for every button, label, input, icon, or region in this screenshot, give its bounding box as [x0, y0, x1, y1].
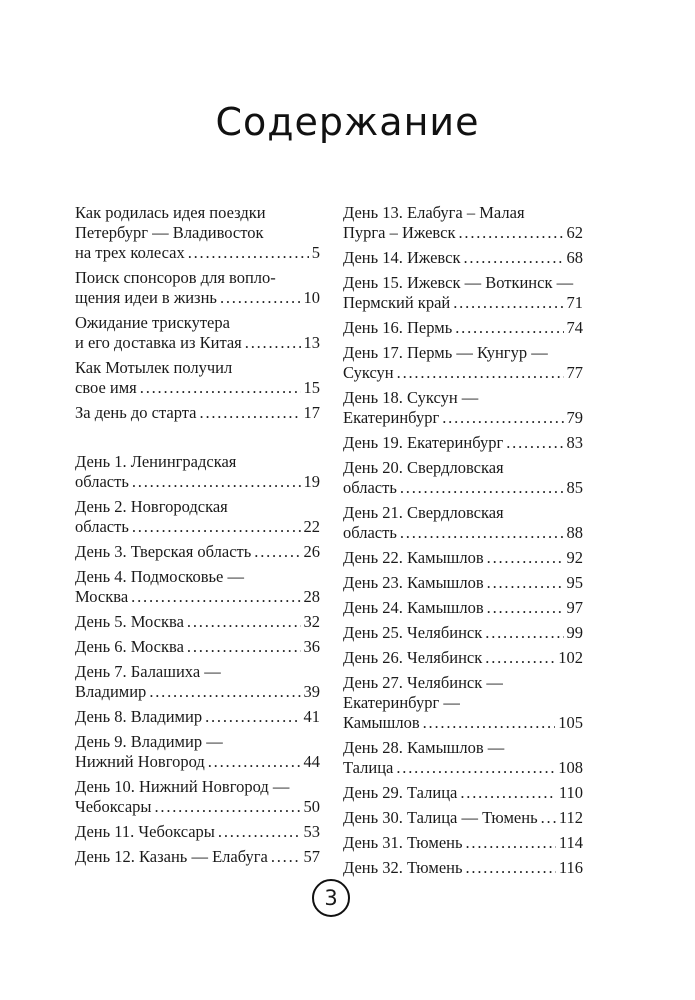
toc-entry[interactable] — [75, 268, 320, 308]
toc-entry[interactable] — [343, 648, 583, 668]
dot-leader — [442, 408, 563, 428]
dot-leader — [187, 637, 301, 657]
toc-entry[interactable] — [343, 503, 583, 543]
toc-entry-title-line: День 13. Елабуга – Малая — [343, 203, 525, 222]
dot-leader — [463, 248, 563, 268]
toc-entry-page: 110 — [558, 783, 583, 802]
toc-entry[interactable] — [343, 738, 583, 778]
dot-leader — [466, 833, 556, 853]
toc-entry-title-line: щения идеи в жизнь — [75, 288, 217, 307]
toc-entry[interactable] — [75, 822, 320, 842]
toc-entry-title-line: Как родилась идея поездки — [75, 203, 266, 222]
dot-leader — [188, 243, 309, 263]
toc-entry-page: 15 — [303, 378, 320, 397]
toc-entry[interactable] — [343, 343, 583, 383]
dot-leader — [487, 548, 564, 568]
toc-entry[interactable] — [343, 318, 583, 338]
dot-leader — [460, 783, 555, 803]
toc-entry-title-line: и его доставка из Китая — [75, 333, 242, 352]
toc-entry-title-line: День 19. Екатеринбург — [343, 433, 504, 452]
toc-entry[interactable] — [343, 273, 583, 313]
toc-entry-title-line: День 14. Ижевск — [343, 248, 461, 267]
toc-entry[interactable] — [75, 313, 320, 353]
toc-entry-page: 105 — [558, 713, 583, 732]
toc-entry[interactable] — [75, 497, 320, 537]
toc-entry[interactable] — [75, 403, 320, 423]
toc-entry-title-line: День 8. Владимир — [75, 707, 203, 726]
section-gap — [75, 428, 320, 452]
toc-entry[interactable] — [75, 637, 320, 657]
toc-entry-page: 92 — [566, 548, 583, 567]
toc-entry-page: 32 — [303, 612, 320, 631]
toc-entry-page: 13 — [303, 333, 320, 352]
toc-entry-title-line: День 15. Ижевск — Воткинск — — [343, 273, 574, 292]
toc-entry[interactable] — [343, 388, 583, 428]
toc-entry-page: 83 — [566, 433, 583, 452]
toc-entry[interactable] — [343, 458, 583, 498]
toc-entry[interactable] — [75, 777, 320, 817]
toc-left-column — [75, 203, 320, 872]
toc-entry-page: 10 — [303, 288, 320, 307]
toc-entry-title-line: День 18. Суксун — — [343, 388, 479, 407]
toc-entry-title-line: День 26. Челябинск — [343, 648, 483, 667]
toc-entry[interactable] — [343, 573, 583, 593]
dot-leader — [220, 288, 301, 308]
dot-leader — [131, 587, 300, 607]
toc-entry[interactable] — [343, 203, 583, 243]
toc-entry-page: 71 — [566, 293, 583, 312]
toc-entry-title-line: Пурга – Ижевск — [343, 223, 456, 242]
toc-entry-page: 57 — [303, 847, 320, 866]
toc-entry-page: 62 — [566, 223, 583, 242]
toc-entry-title-line: Владимир — [75, 682, 147, 701]
toc-entry[interactable] — [343, 673, 583, 733]
toc-entry-title-line: День 20. Свердловская — [343, 458, 504, 477]
toc-entry-page: 19 — [303, 472, 320, 491]
toc-entry-title-line: Петербург — Владивосток — [75, 223, 264, 242]
toc-entry[interactable] — [75, 452, 320, 492]
toc-entry-page: 17 — [303, 403, 320, 422]
toc-entry-title-line: День 5. Москва — [75, 612, 184, 631]
toc-entry-page: 97 — [566, 598, 583, 617]
toc-entry-page: 53 — [303, 822, 320, 841]
toc-entry-title-line: За день до старта — [75, 403, 197, 422]
toc-entry-title-line: на трех колесах — [75, 243, 185, 262]
toc-entry-title-line: День 1. Ленинградская — [75, 452, 237, 471]
toc-entry[interactable] — [75, 567, 320, 607]
dot-leader — [485, 623, 563, 643]
dot-leader — [455, 318, 563, 338]
toc-entry-title-line: День 27. Челябинск — — [343, 673, 503, 692]
toc-entry-page: 36 — [303, 637, 320, 656]
dot-leader — [397, 363, 564, 383]
toc-entry-title-line: День 2. Новгородская — [75, 497, 228, 516]
dot-leader — [453, 293, 563, 313]
dot-leader — [485, 648, 555, 668]
dot-leader — [506, 433, 563, 453]
toc-entry-title-line: Москва — [75, 587, 129, 606]
dot-leader — [400, 478, 564, 498]
dot-leader — [400, 523, 564, 543]
toc-entry-title-line: Екатеринбург — [343, 408, 440, 427]
toc-entry-title-line: Нижний Новгород — [75, 752, 205, 771]
dot-leader — [245, 333, 301, 353]
toc-entry-title-line: Пермский край — [343, 293, 451, 312]
dot-leader — [423, 713, 556, 733]
toc-entry-title-line: День 12. Казань — Елабуга — [75, 847, 268, 866]
toc-entry-page: 26 — [303, 542, 320, 561]
toc-entry[interactable] — [75, 847, 320, 867]
toc-entry[interactable] — [343, 433, 583, 453]
dot-leader — [149, 682, 300, 702]
page-number: 3 — [312, 879, 350, 917]
toc-entry-title-line: область — [343, 523, 397, 542]
dot-leader — [154, 797, 300, 817]
toc-entry-title-line: День 30. Талица — Тюмень — [343, 808, 538, 827]
toc-entry-title-line: День 3. Тверская область — [75, 542, 252, 561]
dot-leader — [132, 472, 301, 492]
dot-leader — [458, 223, 563, 243]
toc-entry-page: 74 — [566, 318, 583, 337]
dot-leader — [487, 573, 564, 593]
toc-entry[interactable] — [75, 542, 320, 562]
toc-entry-page: 114 — [558, 833, 583, 852]
toc-entry-page: 22 — [303, 517, 320, 536]
toc-entry-title-line: Чебоксары — [75, 797, 152, 816]
toc-entry-page: 79 — [566, 408, 583, 427]
dot-leader — [396, 758, 555, 778]
toc-entry[interactable] — [75, 732, 320, 772]
toc-entry-page: 50 — [303, 797, 320, 816]
toc-entry-title-line: День 25. Челябинск — [343, 623, 483, 642]
toc-entry-page: 99 — [566, 623, 583, 642]
toc-entry[interactable] — [75, 662, 320, 702]
toc-entry-title-line: Суксун — [343, 363, 394, 382]
toc-entry-page: 102 — [558, 648, 583, 667]
toc-entry-page: 116 — [558, 858, 583, 877]
toc-entry[interactable] — [75, 612, 320, 632]
dot-leader — [132, 517, 301, 537]
dot-leader — [541, 808, 556, 828]
toc-entry[interactable] — [343, 623, 583, 643]
toc-entry-title-line: День 9. Владимир — — [75, 732, 223, 751]
dot-leader — [487, 598, 564, 618]
toc-entry-title-line: Камышлов — [343, 713, 420, 732]
toc-entry-page: 39 — [303, 682, 320, 701]
toc-entry[interactable] — [343, 833, 583, 853]
toc-entry-title-line: область — [75, 472, 129, 491]
toc-entry-page: 5 — [311, 243, 320, 262]
toc-entry-page: 108 — [558, 758, 583, 777]
toc-entry[interactable] — [343, 808, 583, 828]
toc-entry-title-line: область — [343, 478, 397, 497]
toc-entry-title-line: Ожидание трискутера — [75, 313, 230, 332]
toc-entry-title-line: День 6. Москва — [75, 637, 184, 656]
toc-entry-title-line: День 11. Чебоксары — [75, 822, 215, 841]
toc-entry[interactable] — [343, 248, 583, 268]
dot-leader — [218, 822, 301, 842]
toc-entry-title-line: Поиск спонсоров для вопло- — [75, 268, 276, 287]
toc-entry-page: 88 — [566, 523, 583, 542]
dot-leader — [271, 847, 301, 867]
dot-leader — [254, 542, 300, 562]
page-title: Содержание — [215, 100, 480, 144]
toc-entry[interactable] — [75, 707, 320, 727]
toc-entry-title-line: День 4. Подмосковье — — [75, 567, 244, 586]
toc-entry[interactable] — [75, 203, 320, 263]
toc-entry-page: 41 — [303, 707, 320, 726]
toc-entry[interactable] — [343, 598, 583, 618]
toc-entry-page: 77 — [566, 363, 583, 382]
toc-entry-title-line: День 21. Свердловская — [343, 503, 504, 522]
toc-entry-page: 44 — [303, 752, 320, 771]
toc-entry-title-line: День 7. Балашиха — — [75, 662, 221, 681]
toc-entry-title-line: День 32. Тюмень — [343, 858, 463, 877]
toc-entry[interactable] — [343, 783, 583, 803]
toc-entry-title-line: День 24. Камышлов — [343, 598, 484, 617]
toc-entry-title-line: День 28. Камышлов — — [343, 738, 505, 757]
toc-entry-title-line: День 31. Тюмень — [343, 833, 463, 852]
toc-entry[interactable] — [75, 358, 320, 398]
toc-entry-title-line: Екатеринбург — — [343, 693, 460, 712]
dot-leader — [466, 858, 556, 878]
dot-leader — [200, 403, 301, 423]
toc-entry[interactable] — [343, 858, 583, 878]
toc-entry-page: 28 — [303, 587, 320, 606]
toc-entry-title-line: Талица — [343, 758, 394, 777]
toc-entry-page: 112 — [558, 808, 583, 827]
toc-entry-title-line: День 17. Пермь — Кунгур — — [343, 343, 548, 362]
toc-entry-title-line: свое имя — [75, 378, 137, 397]
toc-entry[interactable] — [343, 548, 583, 568]
toc-entry-title-line: День 16. Пермь — [343, 318, 453, 337]
toc-entry-title-line: День 22. Камышлов — [343, 548, 484, 567]
toc-entry-title-line: Как Мотылек получил — [75, 358, 233, 377]
dot-leader — [140, 378, 301, 398]
toc-entry-title-line: День 29. Талица — [343, 783, 458, 802]
toc-entry-title-line: День 10. Нижний Новгород — — [75, 777, 290, 796]
dot-leader — [208, 752, 301, 772]
dot-leader — [187, 612, 301, 632]
toc-entry-title-line: День 23. Камышлов — [343, 573, 484, 592]
toc-right-column — [343, 203, 583, 883]
toc-entry-title-line: область — [75, 517, 129, 536]
toc-entry-page: 95 — [566, 573, 583, 592]
dot-leader — [205, 707, 300, 727]
toc-entry-page: 85 — [566, 478, 583, 497]
toc-entry-page: 68 — [566, 248, 583, 267]
